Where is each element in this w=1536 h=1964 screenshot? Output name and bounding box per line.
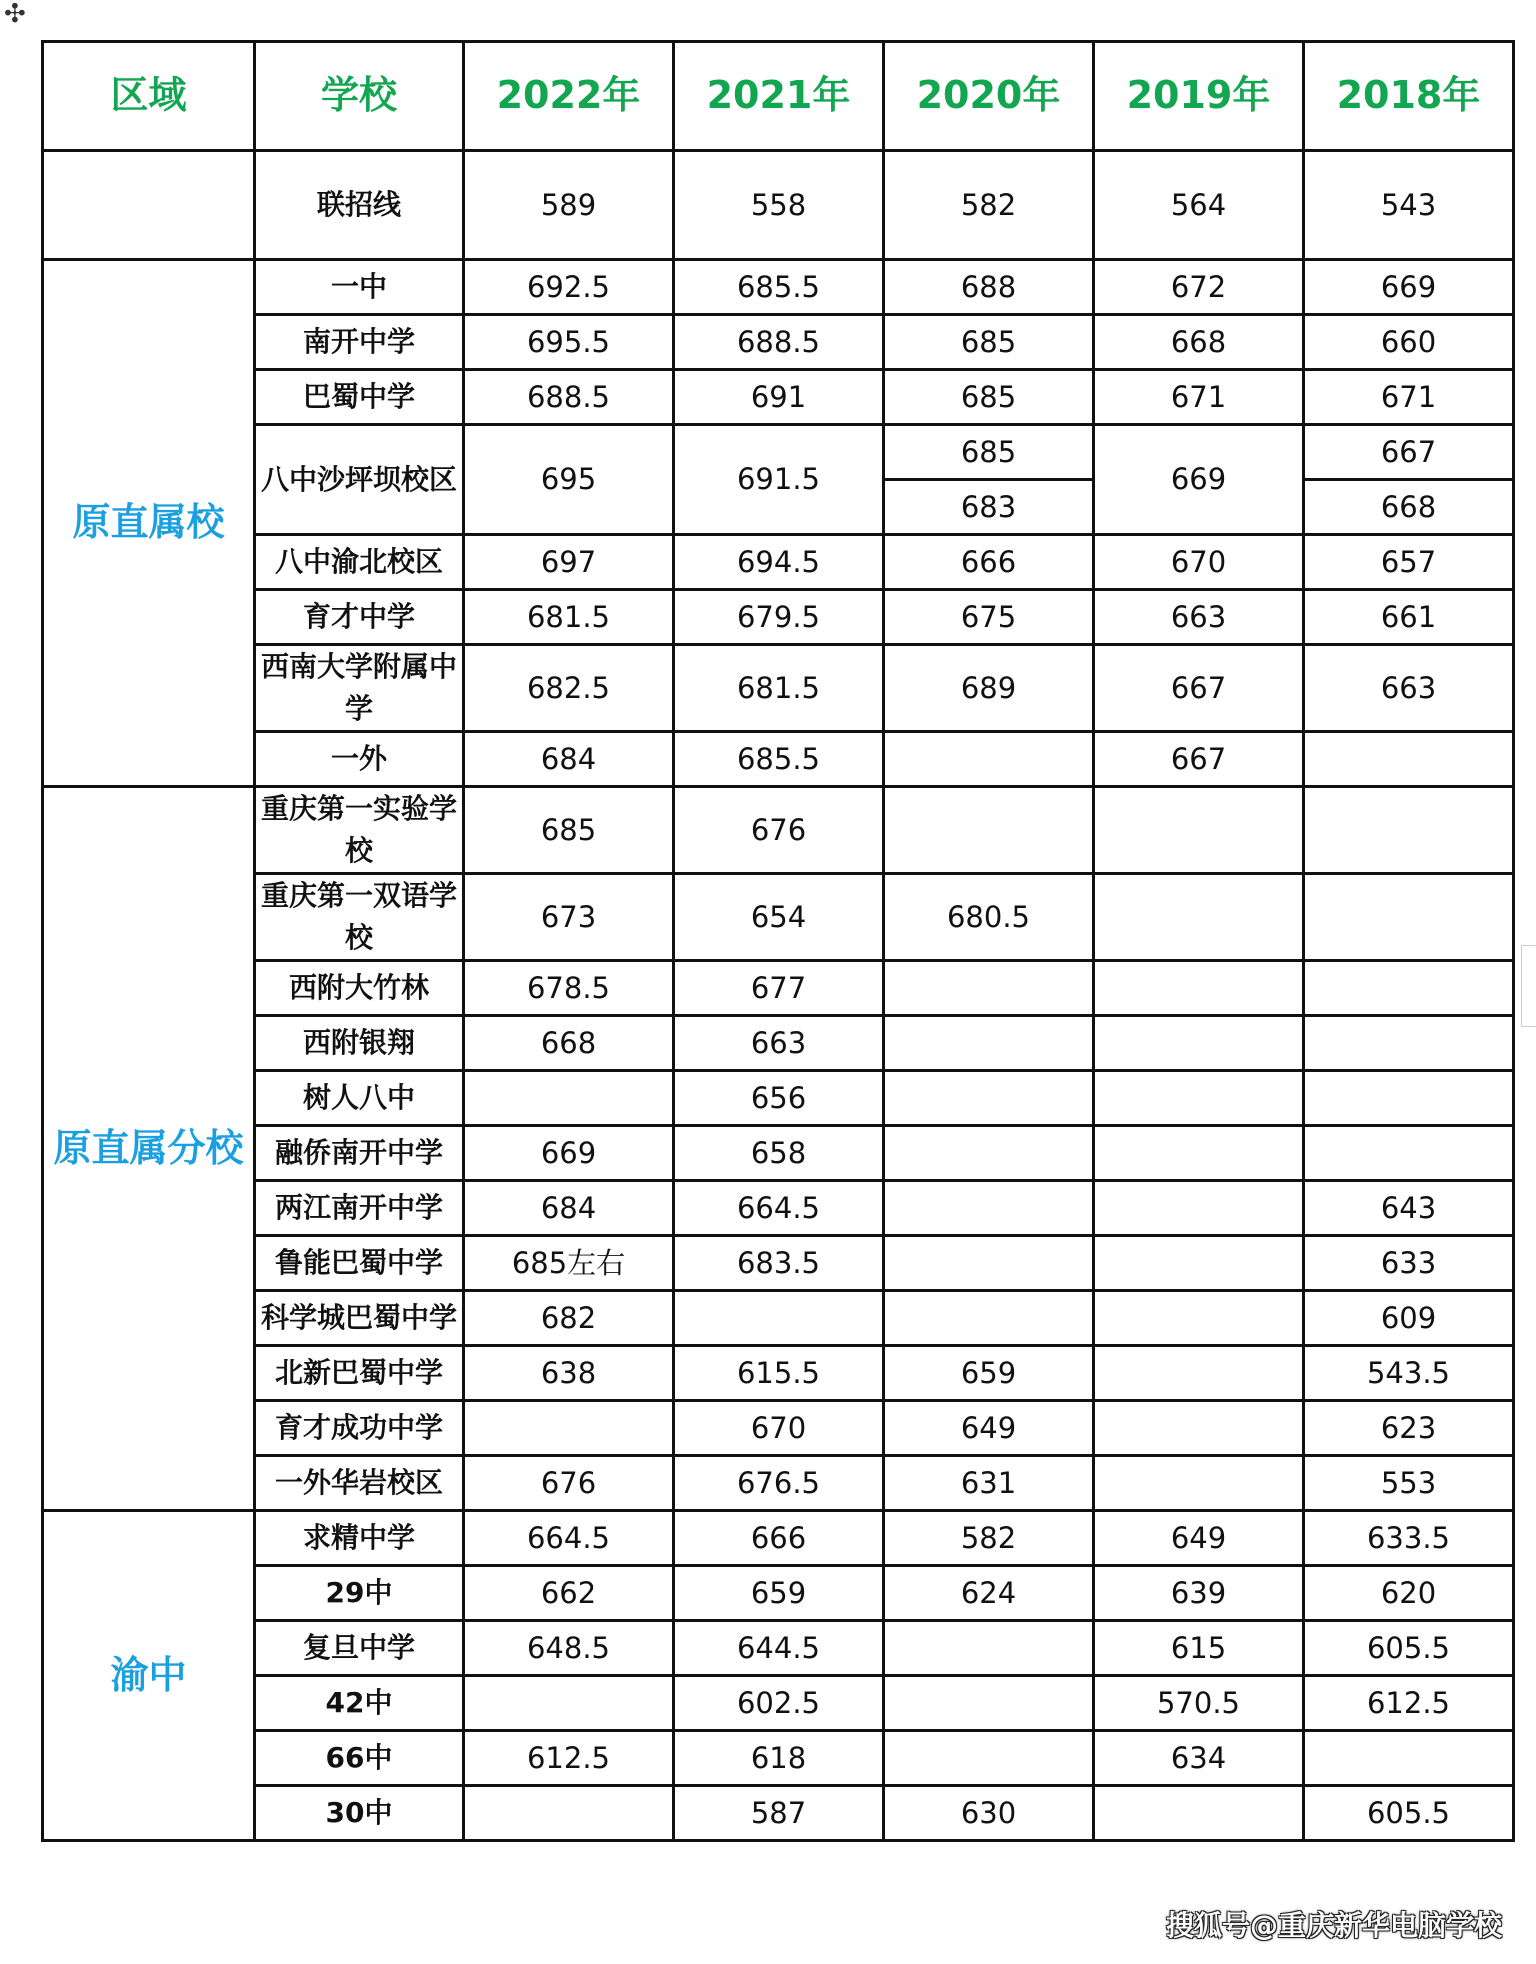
school-cell: 西附大竹林 <box>255 961 464 1016</box>
table-row <box>43 1236 1514 1291</box>
score-cell <box>1304 1071 1514 1126</box>
score-cell <box>1094 1786 1304 1841</box>
score-cell: 688.5 <box>674 315 884 370</box>
score-cell-split: 668 <box>1304 480 1514 535</box>
score-cell: 685 <box>884 370 1094 425</box>
score-cell: 582 <box>884 1511 1094 1566</box>
school-cell: 西南大学附属中学 <box>255 645 464 732</box>
school-cell: 融侨南开中学 <box>255 1126 464 1181</box>
score-cell: 587 <box>674 1786 884 1841</box>
score-cell: 589 <box>464 151 674 260</box>
score-cell <box>674 1291 884 1346</box>
school-cell: 联招线 <box>255 151 464 260</box>
score-cell: 685 <box>884 315 1094 370</box>
score-cell <box>1304 1731 1514 1786</box>
score-cell: 689 <box>884 645 1094 732</box>
score-cell: 615 <box>1094 1621 1304 1676</box>
score-cell: 694.5 <box>674 535 884 590</box>
score-cell: 691.5 <box>674 425 884 535</box>
school-cell: 一外华岩校区 <box>255 1456 464 1511</box>
score-cell <box>1094 1181 1304 1236</box>
score-cell <box>1094 1456 1304 1511</box>
score-cell: 676 <box>674 787 884 874</box>
score-cell: 605.5 <box>1304 1786 1514 1841</box>
score-cell: 570.5 <box>1094 1676 1304 1731</box>
table-row <box>43 1401 1514 1456</box>
school-cell: 树人八中 <box>255 1071 464 1126</box>
score-cell <box>884 1676 1094 1731</box>
score-cell: 633 <box>1304 1236 1514 1291</box>
table-row <box>43 590 1514 645</box>
score-cell: 623 <box>1304 1401 1514 1456</box>
score-cell <box>1094 787 1304 874</box>
score-cell: 659 <box>674 1566 884 1621</box>
score-cell <box>884 732 1094 787</box>
score-cell: 667 <box>1094 732 1304 787</box>
score-cell: 669 <box>464 1126 674 1181</box>
score-cell: 661 <box>1304 590 1514 645</box>
score-cell: 688 <box>884 260 1094 315</box>
header-year: 2021年 <box>674 42 884 151</box>
score-cell <box>1094 961 1304 1016</box>
score-cell: 609 <box>1304 1291 1514 1346</box>
score-cell: 680.5 <box>884 874 1094 961</box>
score-cell: 633.5 <box>1304 1511 1514 1566</box>
table-row <box>43 1456 1514 1511</box>
header-row <box>43 42 1514 151</box>
school-cell: 66中 <box>255 1731 464 1786</box>
score-cell: 615.5 <box>674 1346 884 1401</box>
score-cell <box>1304 732 1514 787</box>
score-cell <box>884 961 1094 1016</box>
score-cell: 684 <box>464 1181 674 1236</box>
score-cell: 630 <box>884 1786 1094 1841</box>
score-cell: 659 <box>884 1346 1094 1401</box>
school-cell: 30中 <box>255 1786 464 1841</box>
score-cell: 618 <box>674 1731 884 1786</box>
score-cell: 663 <box>1094 590 1304 645</box>
table-row <box>43 1016 1514 1071</box>
score-cell: 681.5 <box>674 645 884 732</box>
table-row <box>43 961 1514 1016</box>
score-cell: 643 <box>1304 1181 1514 1236</box>
score-cell <box>884 1621 1094 1676</box>
score-cell: 649 <box>884 1401 1094 1456</box>
score-cell: 543.5 <box>1304 1346 1514 1401</box>
table-row <box>43 1786 1514 1841</box>
score-cell: 664.5 <box>674 1181 884 1236</box>
header-year: 2018年 <box>1304 42 1514 151</box>
score-cell <box>884 1236 1094 1291</box>
region-cell: 原直属分校 <box>43 787 255 1511</box>
school-cell: 西附银翔 <box>255 1016 464 1071</box>
admission-scores-table <box>41 40 1515 1842</box>
score-cell <box>1094 1401 1304 1456</box>
score-cell <box>1304 874 1514 961</box>
school-cell: 八中沙坪坝校区 <box>255 425 464 535</box>
score-cell: 657 <box>1304 535 1514 590</box>
score-cell: 663 <box>1304 645 1514 732</box>
score-cell: 624 <box>884 1566 1094 1621</box>
watermark: 搜狐号@重庆新华电脑学校 <box>1165 1909 1502 1942</box>
school-cell: 巴蜀中学 <box>255 370 464 425</box>
score-cell: 685.5 <box>674 732 884 787</box>
score-cell: 671 <box>1304 370 1514 425</box>
score-cell: 638 <box>464 1346 674 1401</box>
table-row <box>43 1731 1514 1786</box>
score-cell: 602.5 <box>674 1676 884 1731</box>
score-cell: 664.5 <box>464 1511 674 1566</box>
score-cell: 648.5 <box>464 1621 674 1676</box>
school-cell: 八中渝北校区 <box>255 535 464 590</box>
score-cell: 660 <box>1304 315 1514 370</box>
school-cell: 重庆第一实验学校 <box>255 787 464 874</box>
score-cell <box>464 1401 674 1456</box>
score-cell <box>884 1731 1094 1786</box>
score-cell: 644.5 <box>674 1621 884 1676</box>
score-cell: 639 <box>1094 1566 1304 1621</box>
score-cell: 666 <box>674 1511 884 1566</box>
school-cell: 求精中学 <box>255 1511 464 1566</box>
score-cell <box>1304 787 1514 874</box>
score-cell: 685 <box>464 787 674 874</box>
score-cell: 691 <box>674 370 884 425</box>
baseline-row <box>43 151 1514 260</box>
score-cell: 666 <box>884 535 1094 590</box>
score-cell <box>1304 1016 1514 1071</box>
table-row <box>43 1126 1514 1181</box>
header-year: 2022年 <box>464 42 674 151</box>
score-cell: 672 <box>1094 260 1304 315</box>
school-cell: 复旦中学 <box>255 1621 464 1676</box>
score-cell <box>464 1786 674 1841</box>
score-cell <box>1094 1071 1304 1126</box>
table-row <box>43 1621 1514 1676</box>
school-cell: 一中 <box>255 260 464 315</box>
score-cell <box>884 1071 1094 1126</box>
score-cell: 669 <box>1304 260 1514 315</box>
table-row <box>43 425 1514 480</box>
score-cell: 612.5 <box>464 1731 674 1786</box>
score-cell: 681.5 <box>464 590 674 645</box>
header-school: 学校 <box>255 42 464 151</box>
score-cell: 667 <box>1094 645 1304 732</box>
score-cell: 605.5 <box>1304 1621 1514 1676</box>
school-cell: 北新巴蜀中学 <box>255 1346 464 1401</box>
score-cell: 684 <box>464 732 674 787</box>
score-cell: 558 <box>674 151 884 260</box>
school-cell: 鲁能巴蜀中学 <box>255 1236 464 1291</box>
score-cell: 692.5 <box>464 260 674 315</box>
score-cell: 654 <box>674 874 884 961</box>
score-cell: 673 <box>464 874 674 961</box>
table-row <box>43 1071 1514 1126</box>
score-cell <box>1304 961 1514 1016</box>
score-cell <box>464 1676 674 1731</box>
table-row <box>43 315 1514 370</box>
score-cell: 695.5 <box>464 315 674 370</box>
score-cell <box>884 1291 1094 1346</box>
school-cell: 一外 <box>255 732 464 787</box>
school-cell: 育才中学 <box>255 590 464 645</box>
school-cell: 42中 <box>255 1676 464 1731</box>
score-cell: 631 <box>884 1456 1094 1511</box>
score-cell <box>884 787 1094 874</box>
header-year: 2019年 <box>1094 42 1304 151</box>
score-cell: 663 <box>674 1016 884 1071</box>
score-cell: 668 <box>1094 315 1304 370</box>
score-cell <box>464 1071 674 1126</box>
school-cell: 科学城巴蜀中学 <box>255 1291 464 1346</box>
score-cell: 669 <box>1094 425 1304 535</box>
score-cell-split: 667 <box>1304 425 1514 480</box>
score-cell: 668 <box>464 1016 674 1071</box>
table-row <box>43 1566 1514 1621</box>
score-cell: 612.5 <box>1304 1676 1514 1731</box>
score-cell: 564 <box>1094 151 1304 260</box>
score-cell: 697 <box>464 535 674 590</box>
table-row <box>43 535 1514 590</box>
score-cell <box>884 1181 1094 1236</box>
table-row <box>43 260 1514 315</box>
score-cell: 670 <box>1094 535 1304 590</box>
score-cell: 682 <box>464 1291 674 1346</box>
page-edge-marker <box>1521 945 1536 1027</box>
score-cell: 671 <box>1094 370 1304 425</box>
score-cell <box>1094 1236 1304 1291</box>
score-cell: 553 <box>1304 1456 1514 1511</box>
score-cell <box>1094 1291 1304 1346</box>
school-cell: 育才成功中学 <box>255 1401 464 1456</box>
score-cell: 682.5 <box>464 645 674 732</box>
score-cell <box>1094 1346 1304 1401</box>
score-cell: 676 <box>464 1456 674 1511</box>
score-cell: 677 <box>674 961 884 1016</box>
score-cell: 678.5 <box>464 961 674 1016</box>
score-cell: 670 <box>674 1401 884 1456</box>
region-cell: 原直属校 <box>43 260 255 787</box>
table-row <box>43 732 1514 787</box>
table-row <box>43 370 1514 425</box>
score-cell: 634 <box>1094 1731 1304 1786</box>
score-cell: 679.5 <box>674 590 884 645</box>
score-cell <box>1304 1126 1514 1181</box>
score-cell: 656 <box>674 1071 884 1126</box>
score-cell: 675 <box>884 590 1094 645</box>
score-cell <box>1094 874 1304 961</box>
score-cell: 543 <box>1304 151 1514 260</box>
table-row <box>43 1676 1514 1731</box>
score-cell <box>1094 1126 1304 1181</box>
score-cell: 685.5 <box>674 260 884 315</box>
score-cell: 688.5 <box>464 370 674 425</box>
score-cell: 658 <box>674 1126 884 1181</box>
table-row <box>43 1181 1514 1236</box>
score-cell: 695 <box>464 425 674 535</box>
score-cell <box>884 1016 1094 1071</box>
score-cell: 649 <box>1094 1511 1304 1566</box>
table-row <box>43 1511 1514 1566</box>
header-region: 区域 <box>43 42 255 151</box>
score-cell: 676.5 <box>674 1456 884 1511</box>
score-cell: 582 <box>884 151 1094 260</box>
school-cell: 南开中学 <box>255 315 464 370</box>
school-cell: 重庆第一双语学校 <box>255 874 464 961</box>
region-cell: 渝中 <box>43 1511 255 1841</box>
score-cell: 683.5 <box>674 1236 884 1291</box>
school-cell: 29中 <box>255 1566 464 1621</box>
region-cell-empty <box>43 151 255 260</box>
score-cell: 662 <box>464 1566 674 1621</box>
score-cell-split: 685 <box>884 425 1094 480</box>
score-cell <box>1094 1016 1304 1071</box>
score-cell: 620 <box>1304 1566 1514 1621</box>
school-cell: 两江南开中学 <box>255 1181 464 1236</box>
score-cell-split: 683 <box>884 480 1094 535</box>
table-move-handle-icon[interactable]: ✣ <box>4 0 26 29</box>
header-year: 2020年 <box>884 42 1094 151</box>
score-cell <box>884 1126 1094 1181</box>
table-row <box>43 1346 1514 1401</box>
score-cell: 685左右 <box>464 1236 674 1291</box>
